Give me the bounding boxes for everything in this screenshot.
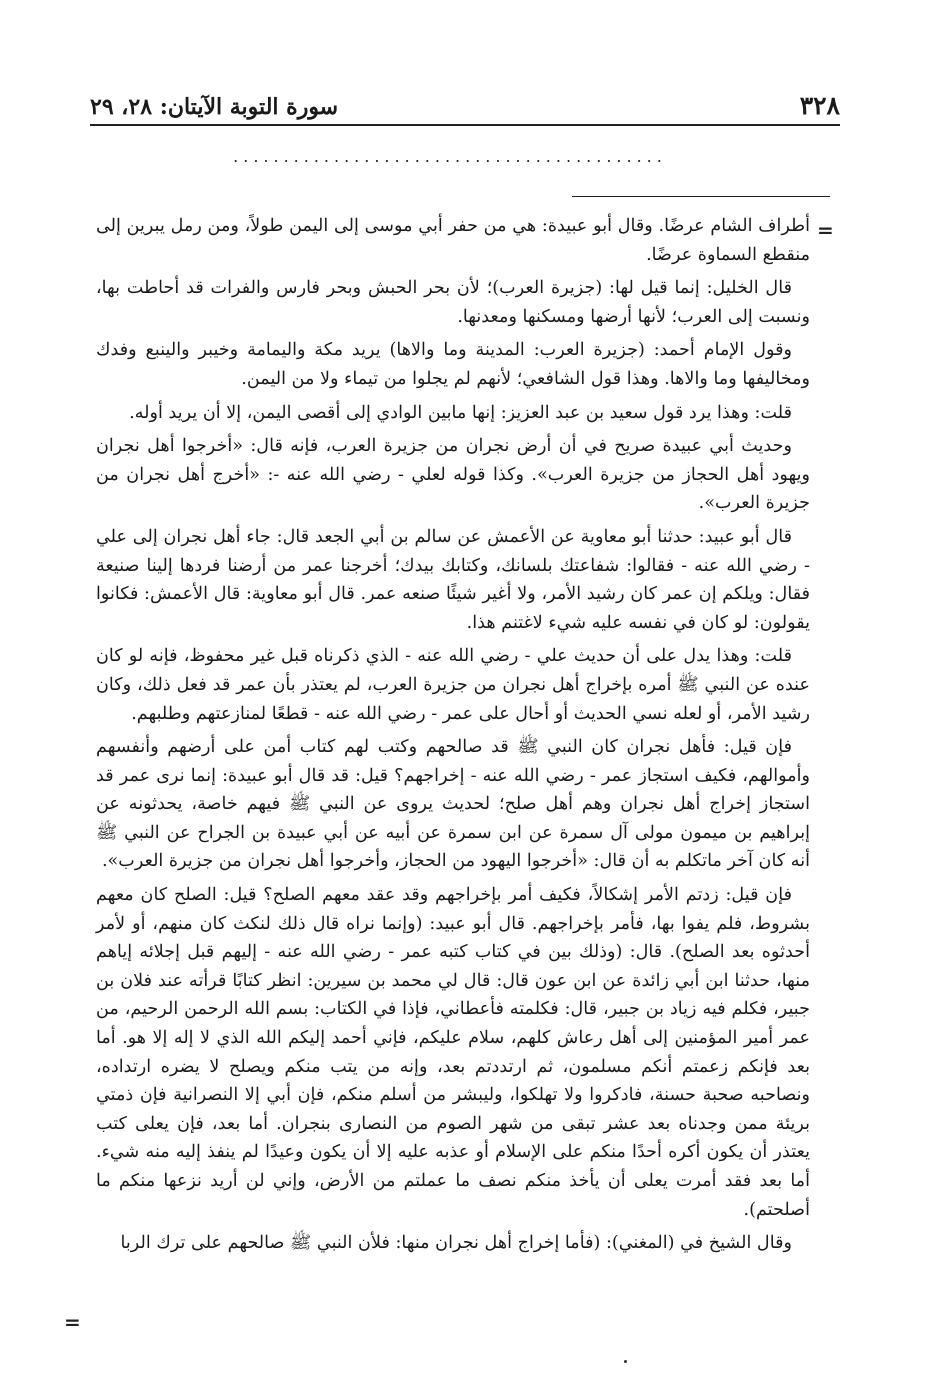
paragraph: وقول الإمام أحمد: (جزيرة العرب: المدينة وما والاها) يريد مكة واليمامة وخيبر والينبع وفدك ومخاليفها وما والاها. وهذا قول الشافعي؛ لأنهم لم يجلوا من تيماء ولا من اليمن. (96, 340, 810, 389)
continuation-marker-top: = (817, 218, 834, 242)
page-mark (624, 1360, 627, 1363)
page-number: ٣٢٨ (799, 91, 840, 120)
paragraph: فإن قيل: فأهل نجران كان النبي ﷺ قد صالحهم وكتب لهم كتاب أمن على أرضهم وأنفسهم وأموالهم، فكيف استجاز عمر - رضي الله عنه - إخراجهم؟ قيل: قد قال أبو عبيدة: إنما نرى عمر قد استجاز إخراج أهل نجران وهم أهل صلح؛ لحديث يروى عن النبي ﷺ فيهم خاصة، يحدثونه عن إبراهيم بن ميمون مولى آل سمرة عن ابن سمرة عن أبيه عن أبي عبيدة بن الجراح عن النبي ﷺ أنه كان آخر ماتكلم به أن قال: «أخرجوا اليهود من الحجاز، وأخرجوا أهل نجران من جزيرة العرب». (96, 737, 810, 872)
dotted-separator: ........................................... (233, 152, 667, 162)
paragraph: وحديث أبي عبيدة صريح في أن أرض نجران من جزيرة العرب، فإنه قال: «أخرجوا أهل نجران ويهود أهل الحجاز من جزيرة العرب». وكذا قوله لعلي - رضي الله عنه -: «أخرج أهل نجران من جزيرة العرب». (96, 436, 810, 514)
paragraph: قلت: وهذا يدل على أن حديث علي - رضي الله عنه - الذي ذكرناه قبل غير محفوظ، فإنه لو كان عنده عن النبي ﷺ أمره بإخراج أهل نجران من جزيرة العرب، لم يعتذر بأن عمر قد فعل ذلك، وكان رشيد الأمر، أو لعله نسي الحديث أو أحال على عمر - رضي الله عنه - قطعًا لمنازعتهم وطلبهم. (96, 646, 810, 724)
footnote-body (96, 212, 810, 1263)
continuation-marker-bottom: = (64, 1310, 81, 1334)
paragraph: قلت: وهذا يرد قول سعيد بن عبد العزيز: إنها مابين الوادي إلى أقصى اليمن، إلا أن يريد أوله. (129, 402, 792, 423)
paragraph: وقال الشيخ في (المغني): (فأما إخراج أهل نجران منها: فلأن النبي ﷺ صالحهم على ترك الربا (120, 1233, 792, 1254)
footnote-rule (572, 196, 830, 197)
running-title: سورة التوبة الآيتان: ٢٨، ٢٩ (90, 94, 339, 120)
page-header (90, 82, 840, 126)
paragraph: فإن قيل: زدتم الأمر إشكالاً، فكيف أمر بإخراجهم وقد عقد معهم الصلح؟ قيل: الصلح كان معهم بشروط، فلم يفوا بها، فأمر بإخراجهم. قال أبو عبيد: (وإنما نراه قال ذلك لنكث كان منهم، أو لأمر أحدثوه بعد الصلح). قال: (وذلك بين في كتاب كتبه عمر - رضي الله عنه - إليهم قبل إجلائه إياهم منها، حدثنا ابن أبي زائدة عن ابن عون قال: قال لي محمد بن سيرين: انظر كتابًا قرأته عند فلان بن جبير، فكلم فيه زياد بن جبير، قال: فكلمته فأعطاني، فإذا في الكتاب: بسم الله الرحمن الرحيم، من عمر أمير المؤمنين إلى أهل رعاش كلهم، سلام عليكم، فإني أحمد إليكم الله الذي لا إله إلا هو. أما بعد فإنكم زعمتم أنكم مسلمون، ثم ارتددتم بعد، وإنه من يتب منكم ويصلح لا يضره ارتداده، ونصاحبه صحبة حسنة، فادكروا ولا تهلكوا، وليبشر من أسلم منكم، فإن أبي إلا النصرانية فإن ذمتي بريئة ممن وجدناه بعد عشر تبقى من شهر الصوم من النصارى بنجران. أما بعد، فإن يعلى كتب يعتذر أن يكون أكره أحدًا منكم على الإسلام أو عذبه عليه إلا أن يكون وعيدًا لم ينفذ إليه منه شيء. أما بعد فقد أمرت يعلى أن يأخذ منكم نصف ما عملتم من الأرض، وإني لن أريد نزعها منكم ما أصلحتم). (96, 885, 810, 1220)
paragraph: أطراف الشام عرضًا. وقال أبو عبيدة: هي من حفر أبي موسى إلى اليمن طولاً، ومن رمل يبرين إلى منقطع السماوة عرضًا. (96, 216, 810, 265)
paragraph: قال أبو عبيد: حدثنا أبو معاوية عن الأعمش عن سالم بن أبي الجعد قال: جاء أهل نجران إلى علي - رضي الله عنه - فقالوا: شفاعتك بلسانك، وكتابك بيدك؛ أخرجنا عمر من أرضنا فردها إلينا صنيعة فقال: ويلكم إن عمر كان رشيد الأمر، ولا أغير شيئًا صنعه عمر. قال أبو معاوية: قال الأعمش: فكانوا يقولون: لو كان في نفسه عليه شيء لاغتنم هذا. (96, 526, 810, 633)
paragraph: قال الخليل: إنما قيل لها: (جزيرة العرب)؛ لأن بحر الحبش وبحر فارس والفرات قد أحاطت بها، ونسبت إلى العرب؛ لأنها أرضها ومسكنها ومعدنها. (96, 278, 810, 327)
